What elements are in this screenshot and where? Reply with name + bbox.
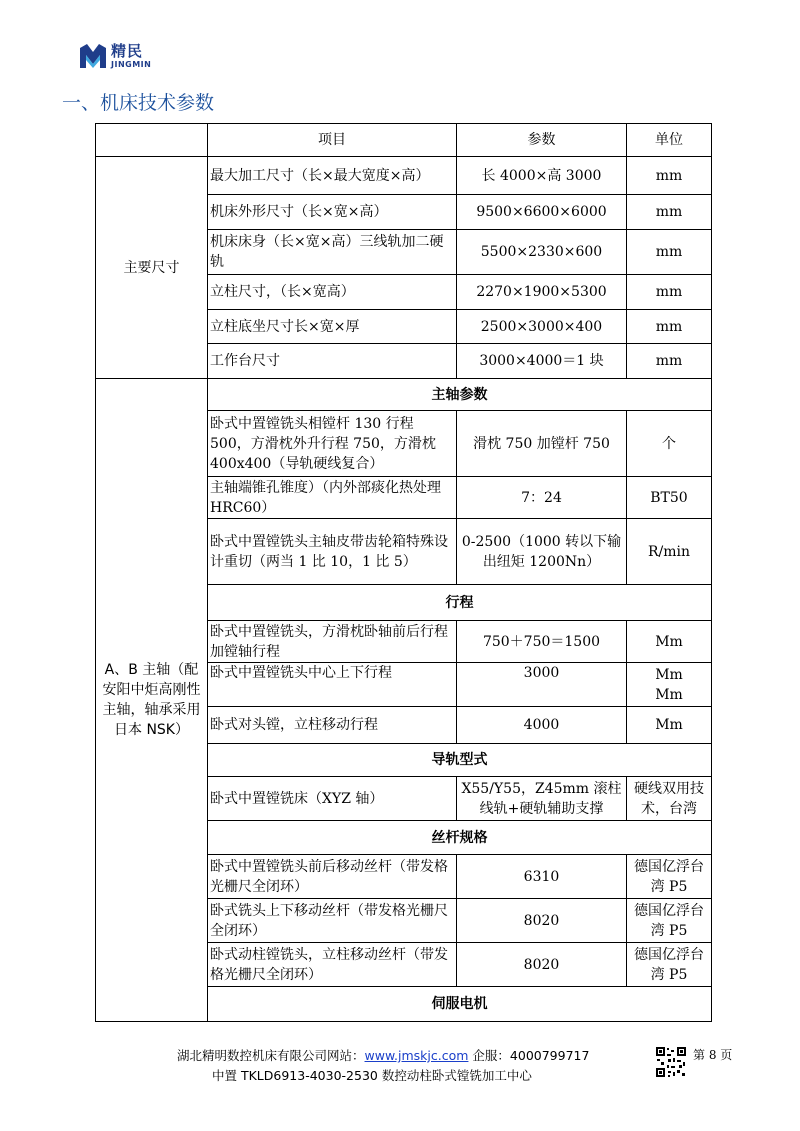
row-item: 卧式中置镗铣头主轴皮带齿轮箱特殊设计重切（两当 1 比 10，1 比 5） xyxy=(208,519,457,585)
row-param: 2270×1900×5300 xyxy=(457,275,627,310)
logo-cn-text: 精民 xyxy=(111,41,144,60)
table-header-row xyxy=(96,124,712,157)
row-item: 机床外形尺寸（长×宽×高） xyxy=(208,195,457,230)
footer-company-line xyxy=(177,1046,589,1064)
row-param: 6310 xyxy=(457,855,627,899)
header-item: 项目 xyxy=(208,124,457,157)
row-param: 4000 xyxy=(457,707,627,744)
row-unit: Mm xyxy=(627,621,712,663)
row-unit: mm xyxy=(627,157,712,195)
company-logo xyxy=(78,42,151,70)
section-title-screw: 丝杆规格 xyxy=(208,821,712,855)
row-unit: BT50 xyxy=(627,477,712,519)
row-unit: mm xyxy=(627,275,712,310)
row-unit: 德国亿浮台湾 P5 xyxy=(627,855,712,899)
row-unit: 硬线双用技术，台湾 xyxy=(627,777,712,821)
section-title-guide: 导轨型式 xyxy=(208,744,712,777)
row-item: 卧式中置镗铣头中心上下行程 xyxy=(208,663,457,707)
footer-company: 湖北精明数控机床有限公司网站： xyxy=(177,1048,365,1063)
qr-code-icon xyxy=(655,1046,687,1078)
row-item: 卧式中置镗铣床（XYZ 轴） xyxy=(208,777,457,821)
row-param: 滑枕 750 加镗杆 750 xyxy=(457,411,627,477)
table-row xyxy=(96,157,712,195)
spec-table xyxy=(95,123,712,1022)
row-item: 卧式中置镗铣头，方滑枕卧轴前后行程加镗轴行程 xyxy=(208,621,457,663)
row-param: 750＋750＝1500 xyxy=(457,621,627,663)
page-number: 第 8 页 xyxy=(693,1048,733,1062)
row-param: 长 4000×高 3000 xyxy=(457,157,627,195)
section-title-spindle: 主轴参数 xyxy=(208,379,712,411)
row-param: 7：24 xyxy=(457,477,627,519)
row-unit: Mm Mm xyxy=(627,663,712,707)
footer-website-link[interactable]: www.jmskjc.com xyxy=(364,1048,469,1063)
footer-service: 企服：4000799717 xyxy=(468,1048,590,1063)
row-item: 立柱尺寸，（长×宽高） xyxy=(208,275,457,310)
row-item: 卧式对头镗，立柱移动行程 xyxy=(208,707,457,744)
row-unit: mm xyxy=(627,344,712,379)
section-row xyxy=(96,379,712,411)
row-param: X55/Y55，Z45mm 滚柱线轨+硬轨辅助支撑 xyxy=(457,777,627,821)
row-item: 卧式中置镗铣头前后移动丝杆（带发格光栅尺全闭环） xyxy=(208,855,457,899)
row-item: 最大加工尺寸（长×最大宽度×高） xyxy=(208,157,457,195)
section-title-travel: 行程 xyxy=(208,585,712,621)
row-item: 卧式铣头上下移动丝杆（带发格光栅尺全闭环） xyxy=(208,899,457,943)
row-unit: mm xyxy=(627,230,712,275)
row-param: 5500×2330×600 xyxy=(457,230,627,275)
jingmin-logo-icon xyxy=(78,42,108,70)
row-item: 工作台尺寸 xyxy=(208,344,457,379)
row-unit: Mm xyxy=(627,707,712,744)
row-param: 3000×4000＝1 块 xyxy=(457,344,627,379)
row-unit: mm xyxy=(627,310,712,344)
row-unit: R/min xyxy=(627,519,712,585)
row-unit: mm xyxy=(627,195,712,230)
row-unit: 德国亿浮台湾 P5 xyxy=(627,943,712,987)
group-spindle: A、B 主轴（配安阳中炬高刚性主轴，轴承采用日本 NSK） xyxy=(96,379,208,1022)
header-unit: 单位 xyxy=(627,124,712,157)
section-heading: 一、机床技术参数 xyxy=(62,92,215,114)
row-item: 立柱底坐尺寸长×宽×厚 xyxy=(208,310,457,344)
section-title-servo: 伺服电机 xyxy=(208,987,712,1022)
row-unit: 德国亿浮台湾 P5 xyxy=(627,899,712,943)
header-param: 参数 xyxy=(457,124,627,157)
row-param: 0-2500（1000 转以下输出纽矩 1200Nn） xyxy=(457,519,627,585)
group-main-dims: 主要尺寸 xyxy=(96,157,208,379)
row-param: 2500×3000×400 xyxy=(457,310,627,344)
logo-en-text: JINGMIN xyxy=(111,59,152,69)
row-param: 8020 xyxy=(457,943,627,987)
row-item: 卧式中置镗铣头相镗杆 130 行程 500，方滑枕外升行程 750，方滑枕 400x400（导轨硬线复合） xyxy=(208,411,457,477)
footer-product: 中置 TKLD6913-4030-2530 数控动柱卧式镗铣加工中心 xyxy=(212,1068,532,1083)
row-item: 卧式动柱镗铣头，立柱移动丝杆（带发格光栅尺全闭环） xyxy=(208,943,457,987)
row-param: 3000 xyxy=(457,663,627,707)
row-unit: 个 xyxy=(627,411,712,477)
row-param: 8020 xyxy=(457,899,627,943)
row-param: 9500×6600×6000 xyxy=(457,195,627,230)
row-item: 机床床身（长×宽×高）三线轨加二硬轨 xyxy=(208,230,457,275)
row-item: 主轴端锥孔锥度）（内外部痰化热处理 HRC60） xyxy=(208,477,457,519)
header-empty-cell xyxy=(96,124,208,157)
